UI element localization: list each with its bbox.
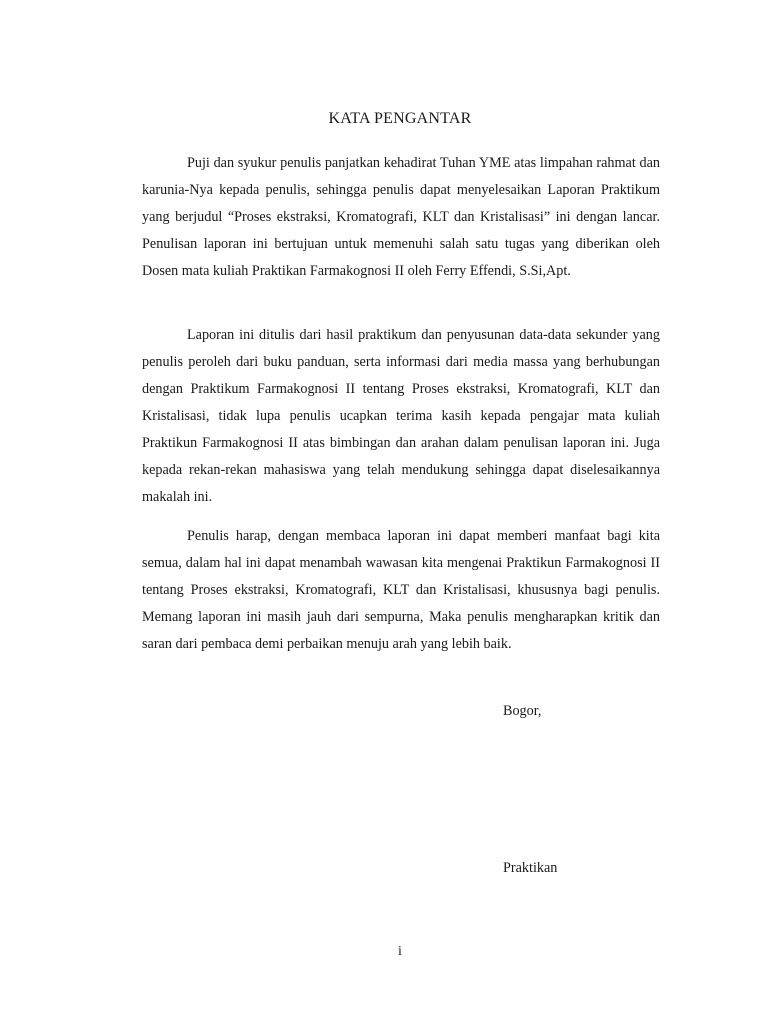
paragraph-3-block [142, 523, 660, 669]
paragraph-2-block [142, 322, 660, 522]
page-title: KATA PENGANTAR [328, 110, 472, 127]
page-number: i [398, 944, 402, 959]
paragraph-1: Puji dan syukur penulis panjatkan kehadirat Tuhan YME atas limpahan rahmat dan karunia-Nya kepada penulis, sehingga penulis dapat menyelesaikan Laporan Praktikum yang berjudul “Proses ekstraksi, Kromatografi, KLT dan Kristalisasi” ini dengan lancar. Penulisan laporan ini bertujuan untuk memenuhi salah satu tugas yang diberikan oleh Dosen mata kuliah Praktikan Farmakognosi II oleh Ferry Effendi, S.Si,Apt. [142, 155, 660, 279]
place-label: Bogor, [503, 703, 542, 719]
paragraph-2: Laporan ini ditulis dari hasil praktikum dan penyusunan data-data sekunder yang penulis peroleh dari buku panduan, serta informasi dari media massa yang berhubungan dengan Praktikum Farmakognosi II tentang Proses ekstraksi, Kromatografi, KLT dan Kristalisasi, tidak lupa penulis ucapkan terima kasih kepada pengajar mata kuliah Praktikun Farmakognosi II atas bimbingan dan arahan dalam penulisan laporan ini. Juga kepada rekan-rekan mahasiswa yang telah mendukung sehingga dapat diselesaikannya makalah ini. [142, 327, 660, 505]
paragraph-1-block [142, 150, 660, 296]
signatory-label: Praktikan [503, 860, 558, 876]
paragraph-3: Penulis harap, dengan membaca laporan ini dapat memberi manfaat bagi kita semua, dalam hal ini dapat menambah wawasan kita mengenai Praktikun Farmakognosi II tentang Proses ekstraksi, Kromatografi, KLT dan Kristalisasi, khususnya bagi penulis. Memang laporan ini masih jauh dari sempurna, Maka penulis mengharapkan kritik dan saran dari pembaca demi perbaikan menuju arah yang lebih baik. [142, 528, 660, 652]
